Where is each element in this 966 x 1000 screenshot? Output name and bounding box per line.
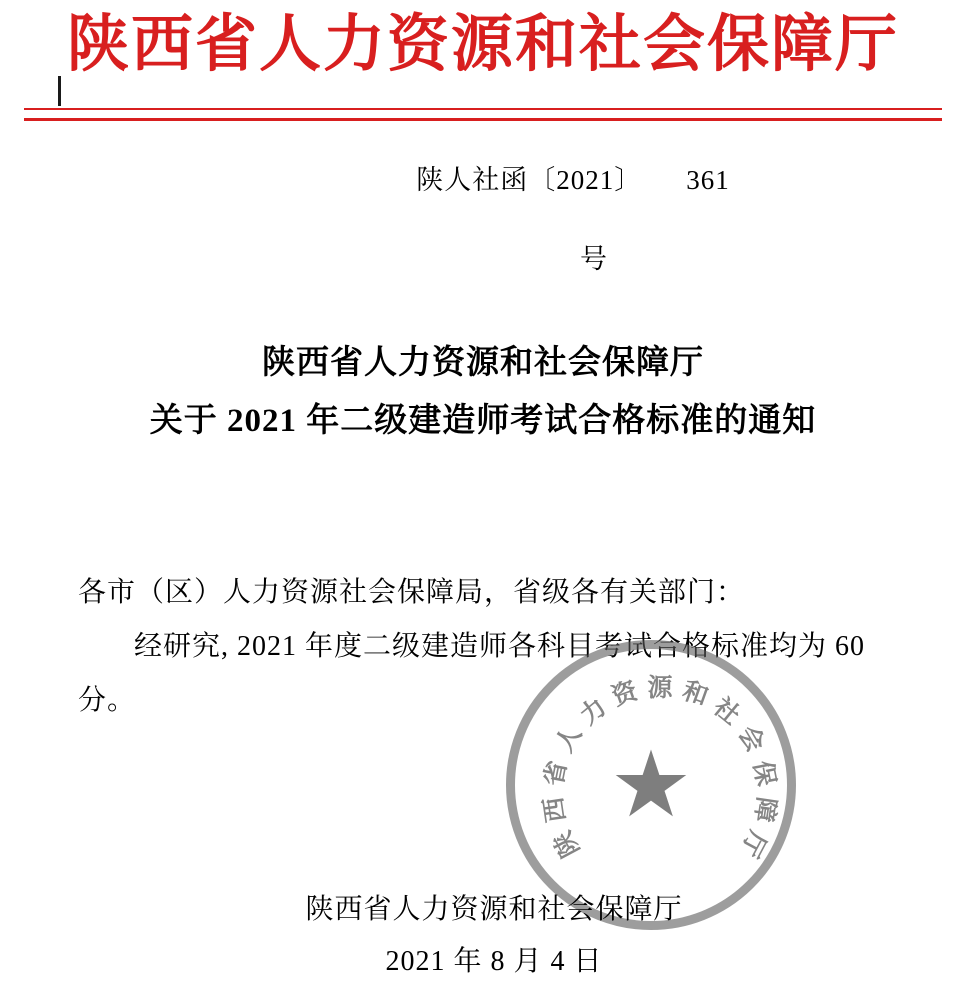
masthead-title: 陕西省人力资源和社会保障厅 [66, 11, 899, 79]
document-title-line-1: 陕西省人力资源和社会保障厅 [262, 345, 704, 381]
masthead-rule-thin [24, 108, 942, 110]
document-number [0, 158, 966, 276]
document-number-suffix: 号 [580, 244, 608, 274]
document-number-value: 361 [686, 165, 730, 195]
masthead [0, 6, 966, 84]
seal-inner [515, 649, 787, 921]
signature-organization: 陕西省人力资源和社会保障厅 [305, 894, 683, 925]
masthead-rule-thick [24, 118, 942, 121]
signature-date: 2021 年 8 月 4 日 [385, 946, 603, 977]
salutation: 各市（区）人力资源社会保障局，省级各有关部门： [78, 577, 746, 608]
masthead-tick-mark [58, 76, 61, 106]
signature-block [0, 884, 966, 988]
seal-star-icon: ★ [609, 734, 693, 836]
document-body [78, 566, 916, 728]
document-title [0, 334, 966, 450]
seal-ring-text: 陕 西 省 人 力 资 源 和 社 会 保 障 厅 [540, 675, 780, 861]
document-title-line-2: 关于 2021 年二级建造师考试合格标准的通知 [149, 403, 817, 439]
document-number-prefix: 陕人社函〔2021〕 [416, 165, 643, 195]
body-paragraph-1: 经研究, 2021 年度二级建造师各科目考试合格标准均为 60 分。 [78, 631, 866, 716]
